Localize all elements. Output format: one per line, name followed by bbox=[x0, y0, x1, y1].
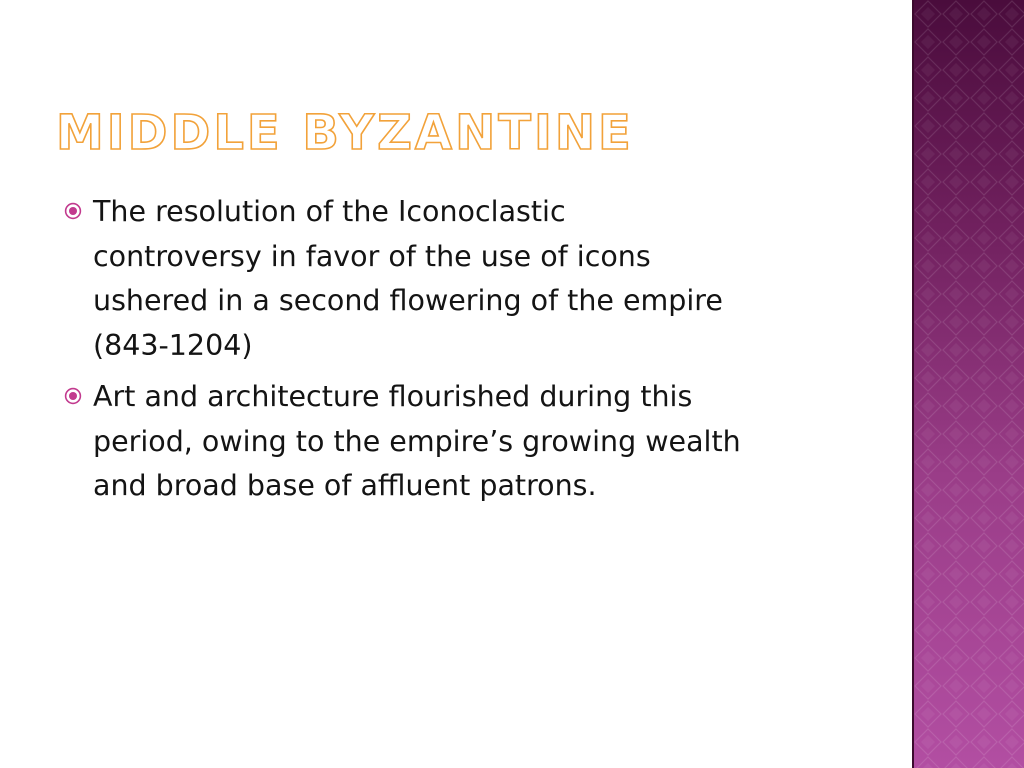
bullet-text: The resolution of the Iconoclastic controversy in favor of the use of icons ushered in a second flowering of the empire (843-1204) bbox=[93, 195, 723, 362]
diamond-pattern bbox=[914, 0, 1024, 768]
bullet-text: Art and architecture flourished during this period, owing to the empire’s growing wealth and broad base of affluent patrons. bbox=[93, 380, 741, 502]
slide-title: MIDDLE BYZANTINE bbox=[56, 105, 634, 161]
bullet-item bbox=[64, 375, 864, 509]
circle-bullet-icon bbox=[64, 387, 82, 405]
bullet-item bbox=[64, 190, 864, 368]
decorative-side-band bbox=[912, 0, 1024, 768]
bullet-list bbox=[64, 190, 864, 516]
circle-bullet-icon bbox=[64, 202, 82, 220]
